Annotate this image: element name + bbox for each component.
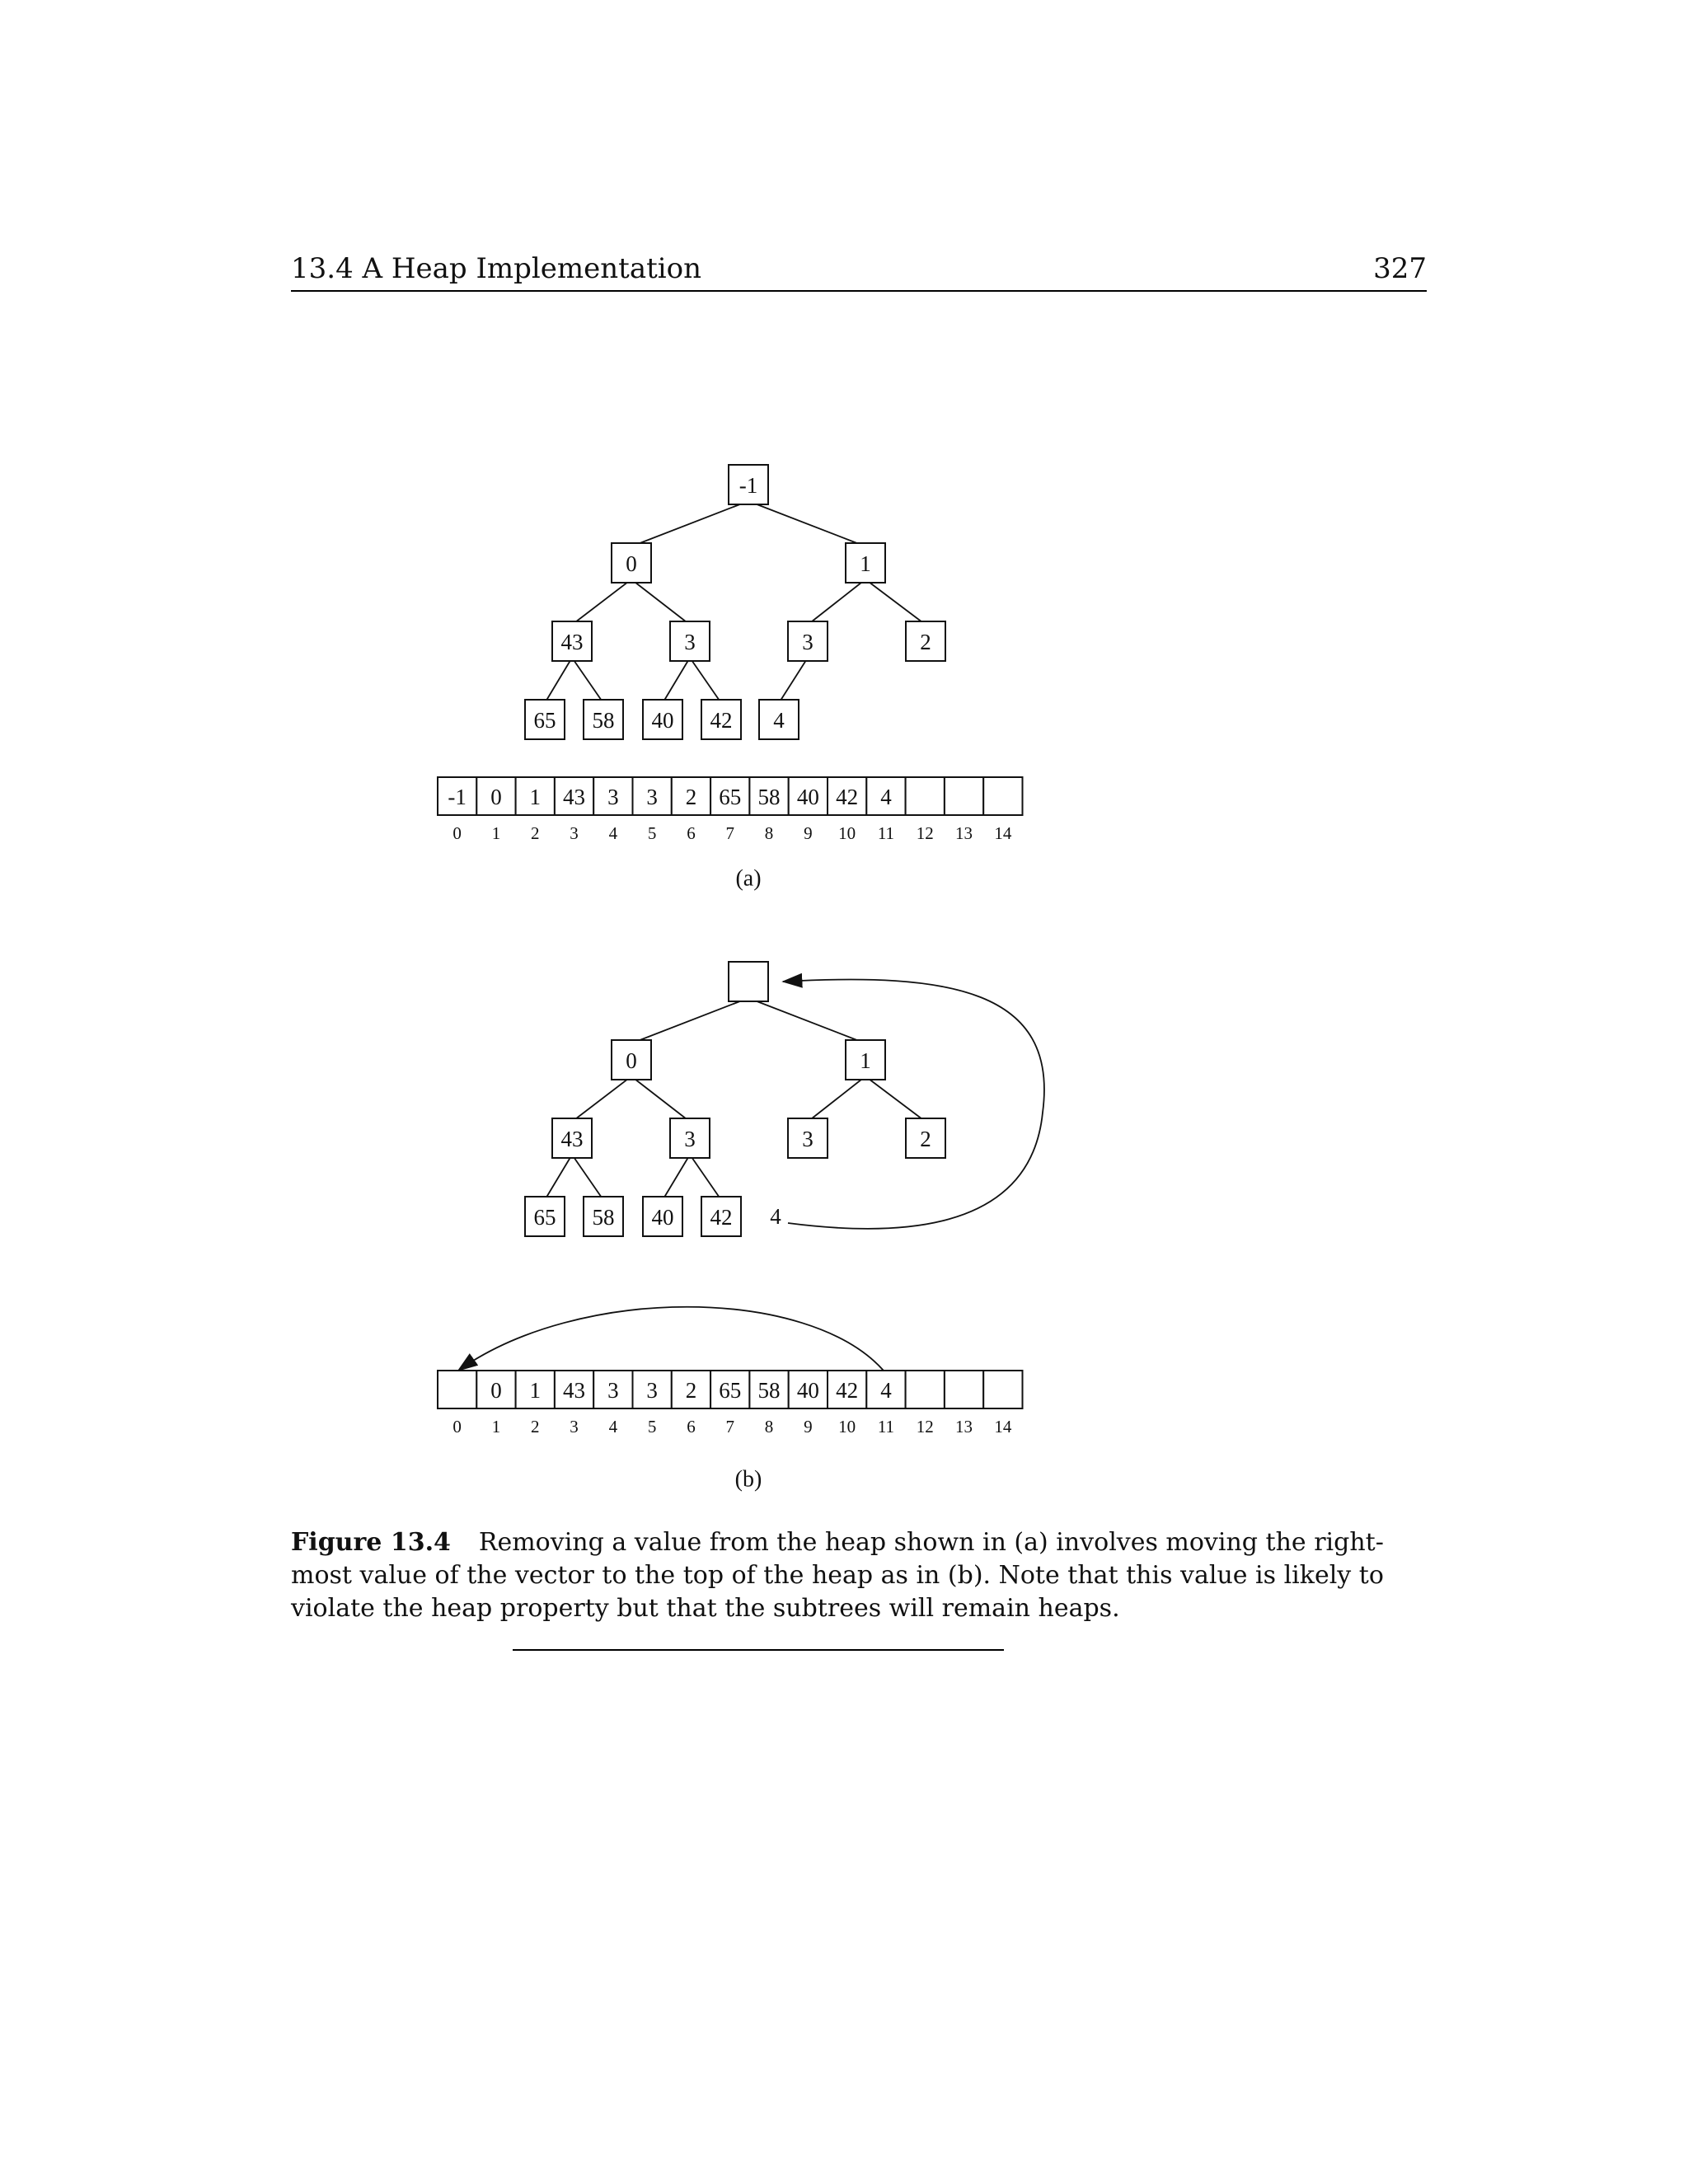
panel_b-tree-edge-9	[663, 1155, 690, 1200]
panel_a-tree-node-label-5: 3	[802, 630, 814, 654]
panel_a-tree-edge-2	[748, 501, 865, 546]
panel_b-tree-edge-2	[748, 998, 865, 1043]
panel_b-array-value-8: 58	[757, 1378, 781, 1403]
panel_a-tree-node-label-9: 40	[651, 708, 674, 733]
panel_a-tree-node-label-7: 65	[533, 708, 556, 733]
panel_a-array-index-6: 6	[687, 823, 696, 843]
panel_b-tree-node-label-4: 3	[684, 1127, 696, 1151]
panel_a-tree-node-label-2: 1	[860, 551, 871, 576]
panel_a-array-index-7: 7	[725, 823, 734, 843]
panel_b-tree-edge-8	[572, 1155, 603, 1200]
panel_b-tree-node-label-8: 58	[592, 1205, 615, 1230]
panel_b-array-value-9: 40	[796, 1378, 819, 1403]
figure-label: Figure 13.4	[291, 1528, 451, 1557]
caption-line-1	[291, 1526, 1384, 1559]
panel_a-tree-node-label-3: 43	[560, 630, 584, 654]
panel_a-array-index-9: 9	[804, 823, 813, 843]
panel_b-tree-node-label-3: 43	[560, 1127, 584, 1151]
panel_a-array-value-3: 43	[563, 785, 586, 809]
panel_b-tree-edge-1	[631, 998, 748, 1043]
panel_b-tree-edge-6	[865, 1076, 926, 1122]
panel_b-tree-node-label-7: 65	[533, 1205, 556, 1230]
panel_b-tree-node-label-2: 1	[860, 1048, 871, 1073]
panel_a-array-value-7: 65	[719, 785, 742, 809]
figure-caption	[291, 1526, 1384, 1625]
panel_a-array-value-8: 58	[757, 785, 781, 809]
panel_b-array-value-6: 2	[685, 1378, 697, 1403]
panel_a-tree-edge-8	[572, 658, 603, 703]
panel_a-tree-edge-6	[865, 579, 926, 625]
panel_a-array-index-11: 11	[877, 823, 895, 843]
panel_b-array-index-4: 4	[608, 1417, 618, 1436]
panel_b-array-index-2: 2	[531, 1417, 540, 1436]
page-number: 327	[1373, 252, 1427, 285]
panel_b-tree-edge-4	[631, 1076, 690, 1122]
panel_b-array-index-7: 7	[725, 1417, 734, 1436]
panel_a-array-cell-12	[906, 777, 945, 815]
panel_a-array-value-2: 1	[529, 785, 541, 809]
section-title: 13.4 A Heap Implementation	[291, 252, 702, 285]
panel_a-tree-edge-5	[808, 579, 865, 625]
panel_a-tree-node-label-1: 0	[626, 551, 637, 576]
caption-line-3: violate the heap property but that the subtrees will remain heaps.	[291, 1594, 1120, 1623]
panel_a-array-value-4: 3	[607, 785, 619, 809]
panel_b-tree-edge-7	[545, 1155, 572, 1200]
panel_b-tree-node-label-9: 40	[651, 1205, 674, 1230]
panel_b-array-index-13: 13	[955, 1417, 973, 1436]
panel_b-array-index-1: 1	[491, 1417, 501, 1436]
panel_a-array-value-5: 3	[646, 785, 658, 809]
panel_b-array-index-5: 5	[647, 1417, 657, 1436]
panel_b-tree-node-0	[729, 962, 768, 1001]
panel_a-tree-edge-11	[779, 658, 808, 703]
panel_a-array-index-3: 3	[570, 823, 579, 843]
panel_b-array-value-10: 42	[836, 1378, 859, 1403]
panel_b-array-index-10: 10	[838, 1417, 856, 1436]
panel_a-tree-edge-9	[663, 658, 690, 703]
panel_a-tree-node-label-4: 3	[684, 630, 696, 654]
panel_a-array-cell-14	[983, 777, 1022, 815]
panel_a-array-value-0: -1	[448, 785, 467, 809]
panel_a-array-cell-13	[945, 777, 983, 815]
panel_a-tree-node-label-8: 58	[592, 708, 615, 733]
panel_b-tree-node-label-6: 2	[920, 1127, 931, 1151]
panel_a-tree-node-label-11: 4	[773, 708, 785, 733]
panel_a-array-value-6: 2	[685, 785, 697, 809]
panel_b-array-value-1: 0	[490, 1378, 502, 1403]
panel_b-array-cell-0	[438, 1371, 476, 1408]
panel_b-tree-node-label-1: 0	[626, 1048, 637, 1073]
panel_a-array-value-10: 42	[836, 785, 859, 809]
panel_b-array-index-9: 9	[804, 1417, 813, 1436]
panel_a-array-index-13: 13	[955, 823, 973, 843]
panel_b-array-value-7: 65	[719, 1378, 742, 1403]
panel_a-label: (a)	[735, 865, 762, 892]
panel_b-label: (b)	[734, 1466, 762, 1493]
panel_a-tree-edge-3	[572, 579, 631, 625]
panel_a-array-index-12: 12	[916, 823, 934, 843]
panel_b-tree-edge-5	[808, 1076, 865, 1122]
panel_b-array-index-8: 8	[764, 1417, 774, 1436]
panel_b-array-index-3: 3	[570, 1417, 579, 1436]
panel_a-tree-edge-4	[631, 579, 690, 625]
panel_b-tree-edge-10	[690, 1155, 721, 1200]
panel_a-array-index-14: 14	[994, 823, 1012, 843]
panel_a-array-index-2: 2	[531, 823, 540, 843]
panel_a-tree-node-label-0: -1	[738, 473, 758, 498]
panel_b-array-cell-12	[906, 1371, 945, 1408]
panel_a-tree-node-label-6: 2	[920, 630, 931, 654]
panel_b-array-move-arrow	[458, 1307, 884, 1371]
panel_b-moving-value: 4	[770, 1204, 781, 1229]
end-rule	[513, 1649, 1004, 1651]
panel_a-array-value-1: 0	[490, 785, 502, 809]
panel_a-tree-edge-7	[545, 658, 572, 703]
panel_a-array-value-11: 4	[880, 785, 892, 809]
panel_b-move-to-root-arrow	[783, 979, 1044, 1228]
panel_b-array-value-4: 3	[607, 1378, 619, 1403]
panel_b-array-cell-13	[945, 1371, 983, 1408]
panel_b-array-value-3: 43	[563, 1378, 586, 1403]
panel_a-array-index-8: 8	[764, 823, 774, 843]
panel_b-tree-edge-3	[572, 1076, 631, 1122]
panel_a-array-index-1: 1	[491, 823, 501, 843]
panel_a-array-index-0: 0	[452, 823, 462, 843]
panel_a-tree-node-label-10: 42	[710, 708, 733, 733]
panel_b-tree-node-label-10: 42	[710, 1205, 733, 1230]
panel_b-array-index-6: 6	[687, 1417, 696, 1436]
panel_b-array-value-2: 1	[529, 1378, 541, 1403]
panel_a-array-index-10: 10	[838, 823, 856, 843]
panel_b-array-index-12: 12	[916, 1417, 934, 1436]
panel_b-array-cell-14	[983, 1371, 1022, 1408]
panel_b-array-index-0: 0	[452, 1417, 462, 1436]
panel_a-array-index-5: 5	[647, 823, 657, 843]
panel_a-tree-edge-1	[631, 501, 748, 546]
panel_a-array-index-4: 4	[608, 823, 618, 843]
panel_a-array-value-9: 40	[796, 785, 819, 809]
panel_b-array-index-14: 14	[994, 1417, 1012, 1436]
caption-line-2: most value of the vector to the top of the heap as in (b). Note that this value is likely to	[291, 1561, 1384, 1590]
panel_b-array-value-5: 3	[646, 1378, 658, 1403]
caption-text-1: Removing a value from the heap shown in (a) involves moving the right-	[478, 1528, 1384, 1557]
panel_b-array-index-11: 11	[877, 1417, 895, 1436]
panel_a-tree-edge-10	[690, 658, 721, 703]
panel_b-tree-node-label-5: 3	[802, 1127, 814, 1151]
panel_b-array-value-11: 4	[880, 1378, 892, 1403]
